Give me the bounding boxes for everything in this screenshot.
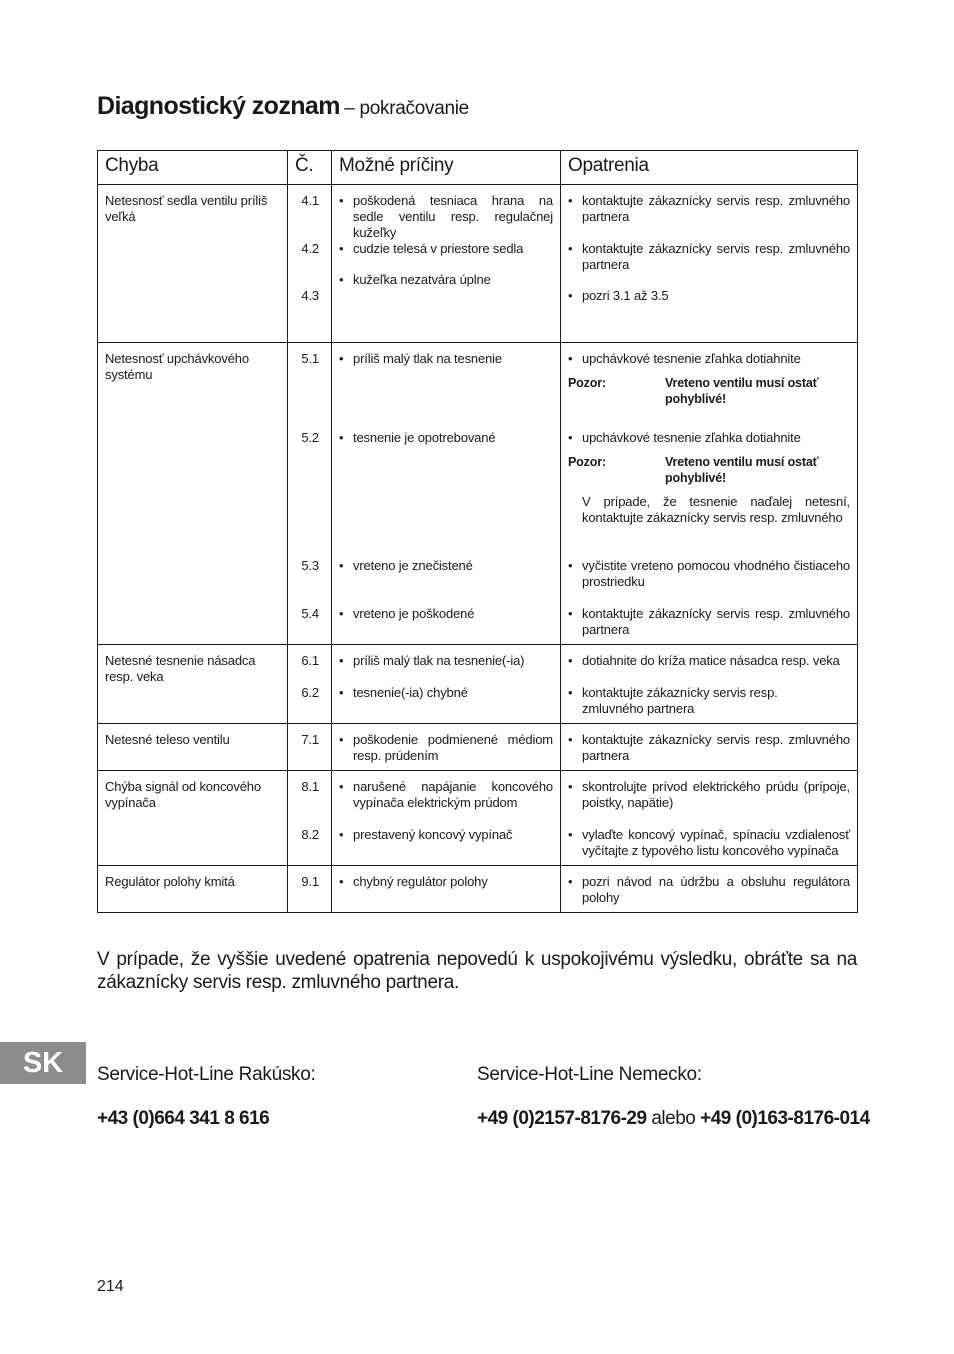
list-item (339, 874, 553, 890)
header-action: Opatrenia (561, 151, 858, 185)
fault-cell: Netesnosť sedla ventilu príliš veľká (98, 185, 288, 343)
cause-text: tesnenie(-ia) chybné (353, 685, 468, 700)
bullet: • (568, 288, 573, 303)
cause-cell (332, 645, 561, 724)
hotline-austria-number: +43 (0)664 341 8 616 (97, 1108, 270, 1129)
action-cell (561, 185, 858, 343)
action-text: upchávkové tesnenie zľahka dotiahnite (582, 430, 801, 445)
bullet: • (339, 685, 344, 700)
list-item (568, 653, 850, 685)
number: 8.2 (301, 827, 319, 842)
hotline-separator: alebo (651, 1108, 696, 1129)
header-fault: Chyba (98, 151, 288, 185)
hotline-germany-numbers (477, 1108, 870, 1130)
list-item (339, 653, 553, 685)
fault-cell: Netesné teleso ventilu (98, 724, 288, 771)
table-row (98, 645, 858, 724)
hotline-germany-number-1: +49 (0)2157-8176-29 (477, 1108, 647, 1129)
list-item (568, 685, 850, 717)
action-cell (561, 343, 858, 645)
list-item (568, 779, 850, 827)
note-line: V prípade, že tesnenie naďalej netesní, (582, 494, 850, 509)
number-cell (288, 185, 332, 343)
cause-cell (332, 771, 561, 866)
number: 9.1 (301, 874, 319, 889)
warning-note (568, 454, 850, 494)
cause-text: kužeľka nezatvára úplne (353, 272, 491, 287)
list-item (339, 606, 553, 622)
cause-cell (332, 185, 561, 343)
list-item (339, 558, 553, 606)
bullet: • (568, 653, 573, 668)
cause-text: poškodenie podmienené médiom resp. prúdením (353, 732, 553, 763)
warning-label: Pozor: (568, 376, 606, 390)
list-item (339, 430, 553, 558)
cause-text: prestavený koncový vypínač (353, 827, 513, 842)
action-text: dotiahnite do kríža matice násadca resp. veka (582, 653, 840, 668)
table-row (98, 343, 858, 645)
bullet: • (568, 685, 573, 700)
warning-label: Pozor: (568, 455, 606, 469)
table-row (98, 771, 858, 866)
bullet: • (339, 193, 344, 208)
warning-text: Vreteno ventilu musí ostať pohyblivé! (665, 376, 819, 406)
list-item (339, 241, 553, 272)
number-cell (288, 343, 332, 645)
list-item (568, 351, 850, 375)
bullet: • (339, 874, 344, 889)
table-header-row (98, 151, 858, 185)
cause-text: poškodená tesniaca hrana na sedle ventilu resp. regulačnej kužeľky (353, 193, 553, 240)
cause-cell (332, 866, 561, 913)
bullet: • (568, 351, 573, 366)
action-text: kontaktujte zákaznícky servis resp. zmluvného partnera (582, 241, 850, 272)
bullet: • (339, 241, 344, 256)
note-line: kontaktujte zákaznícky servis resp. zmluvného (582, 510, 843, 525)
bullet: • (339, 779, 344, 794)
note-text (568, 494, 850, 558)
list-item (339, 351, 553, 430)
bullet: • (568, 874, 573, 889)
bullet: • (568, 606, 573, 621)
page-title-sub: – pokračovanie (344, 98, 469, 119)
bullet: • (339, 827, 344, 842)
action-cell (561, 866, 858, 913)
cause-text: vreteno je znečistené (353, 558, 473, 573)
list-item (568, 193, 850, 241)
number: 4.1 (301, 193, 319, 208)
action-text: upchávkové tesnenie zľahka dotiahnite (582, 351, 801, 366)
list-item (339, 193, 553, 241)
bullet: • (568, 241, 573, 256)
list-item (568, 732, 850, 764)
list-item (568, 606, 850, 638)
cause-text: tesnenie je opotrebované (353, 430, 496, 445)
page-number: 214 (97, 1278, 124, 1295)
action-text: skontrolujte prívod elektrického prúdu (prípoje, poistky, napätie) (582, 779, 850, 810)
fault-cell: Regulátor polohy kmitá (98, 866, 288, 913)
list-item (339, 732, 553, 764)
bullet: • (568, 827, 573, 842)
cause-cell (332, 343, 561, 645)
bullet: • (339, 732, 344, 747)
list-item (568, 288, 850, 304)
fault-cell: Netesnosť upchávkového systému (98, 343, 288, 645)
number: 4.2 (301, 241, 319, 256)
page-title (97, 92, 469, 121)
language-tab: SK (0, 1042, 86, 1084)
number: 8.1 (301, 779, 319, 794)
action-text: kontaktujte zákaznícky servis resp. zmluvného partnera (582, 606, 850, 637)
number-cell (288, 724, 332, 771)
number: 5.3 (301, 558, 319, 573)
list-item (568, 430, 850, 454)
fault-cell: Netesné tesnenie násadca resp. veka (98, 645, 288, 724)
table-row (98, 866, 858, 913)
action-text: vylaďte koncový vypínač, spínaciu vzdialenosť vyčítajte z typového listu koncového vypínača (582, 827, 850, 858)
action-cell (561, 724, 858, 771)
cause-cell (332, 724, 561, 771)
action-text: kontaktujte zákaznícky servis resp. zmluvného partnera (582, 685, 778, 716)
table-row (98, 185, 858, 343)
number: 6.1 (301, 653, 319, 668)
number-cell (288, 771, 332, 866)
bullet: • (339, 653, 344, 668)
cause-text: narušené napájanie koncového vypínača elektrickým prúdom (353, 779, 553, 810)
action-text: kontaktujte zákaznícky servis resp. zmluvného partnera (582, 732, 850, 763)
action-text: pozri návod na údržbu a obsluhu regulátora polohy (582, 874, 850, 905)
cause-text: príliš malý tlak na tesnenie(-ia) (353, 653, 525, 668)
number: 5.4 (301, 606, 319, 621)
bullet: • (339, 558, 344, 573)
hotline-austria-label: Service-Hot-Line Rakúsko: (97, 1064, 316, 1085)
bullet: • (568, 193, 573, 208)
page-title-main: Diagnostický zoznam (97, 92, 340, 120)
number-cell (288, 645, 332, 724)
bullet: • (339, 272, 344, 287)
number: 6.2 (301, 685, 319, 700)
list-item (568, 558, 850, 606)
action-cell (561, 645, 858, 724)
warning-note (568, 375, 850, 430)
header-cause: Možné príčiny (332, 151, 561, 185)
cause-text: vreteno je poškodené (353, 606, 475, 621)
bullet: • (339, 606, 344, 621)
bullet: • (339, 430, 344, 445)
bullet: • (568, 732, 573, 747)
list-item (339, 685, 553, 701)
action-cell (561, 771, 858, 866)
number: 5.2 (301, 430, 319, 445)
list-item (568, 874, 850, 906)
number: 4.3 (301, 288, 319, 303)
bullet: • (568, 779, 573, 794)
list-item (568, 827, 850, 859)
diagnostic-table (97, 150, 858, 913)
cause-text: cudzie telesá v priestore sedla (353, 241, 524, 256)
action-text: vyčistite vreteno pomocou vhodného čistiaceho prostriedku (582, 558, 850, 589)
list-item (339, 827, 553, 843)
bullet: • (339, 351, 344, 366)
number: 5.1 (301, 351, 319, 366)
closing-paragraph: V prípade, že vyššie uvedené opatrenia nepovedú k uspokojivému výsledku, obráťte sa na zákaznícky servis resp. zmluvného partnera. (97, 949, 857, 993)
table-row (98, 724, 858, 771)
hotline-germany-label: Service-Hot-Line Nemecko: (477, 1064, 702, 1085)
cause-text: chybný regulátor polohy (353, 874, 488, 889)
action-text: kontaktujte zákaznícky servis resp. zmluvného partnera (582, 193, 850, 224)
fault-cell: Chýba signál od koncového vypínača (98, 771, 288, 866)
action-text: pozri 3.1 až 3.5 (582, 288, 669, 303)
number: 7.1 (301, 732, 319, 747)
number-cell (288, 866, 332, 913)
header-number: Č. (288, 151, 332, 185)
hotline-germany-number-2: +49 (0)163-8176-014 (700, 1108, 870, 1129)
cause-text: príliš malý tlak na tesnenie (353, 351, 502, 366)
warning-text: Vreteno ventilu musí ostať pohyblivé! (665, 455, 819, 485)
bullet: • (568, 558, 573, 573)
bullet: • (568, 430, 573, 445)
list-item (339, 779, 553, 827)
list-item (339, 272, 553, 288)
list-item (568, 241, 850, 288)
